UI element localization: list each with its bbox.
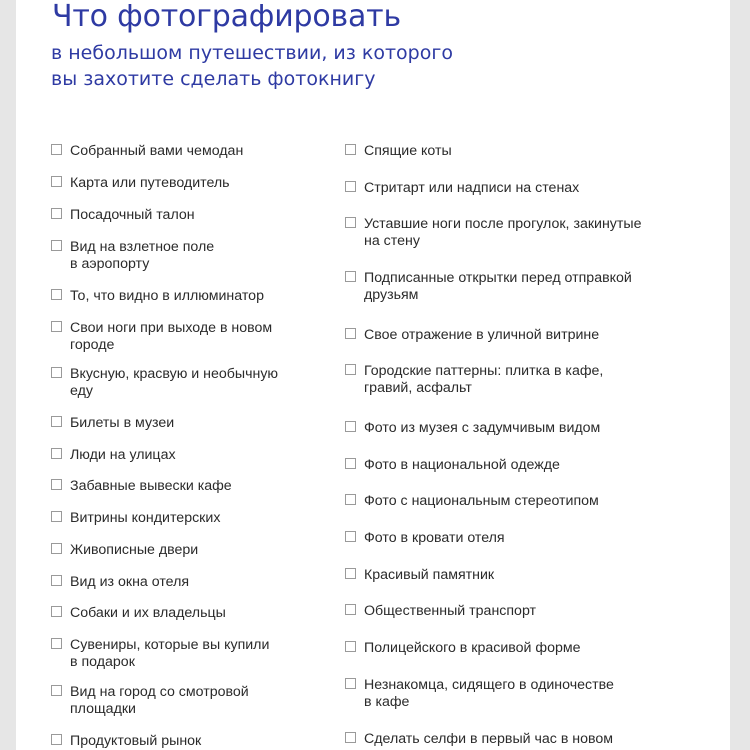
checklist-item[interactable]	[345, 327, 694, 344]
checkbox[interactable]	[51, 240, 62, 251]
checkbox[interactable]	[345, 421, 356, 432]
checklist-item-label: То, что видно в иллюминатор	[70, 288, 264, 304]
checklist-item[interactable]	[51, 510, 310, 527]
checkbox[interactable]	[345, 732, 356, 743]
checklist-item[interactable]	[345, 363, 694, 397]
checklist-item[interactable]	[345, 270, 694, 304]
checklist-item[interactable]	[51, 542, 310, 559]
checklist-item[interactable]	[345, 216, 694, 250]
checkbox[interactable]	[345, 494, 356, 505]
checklist-item[interactable]	[51, 733, 310, 750]
checkbox[interactable]	[51, 734, 62, 745]
checklist-item-label: Продуктовый рынок	[70, 733, 202, 749]
checklist-item-label: Забавные вывески кафе	[70, 478, 232, 494]
checkbox[interactable]	[345, 364, 356, 375]
checklist-item[interactable]	[345, 493, 694, 510]
checkbox[interactable]	[345, 217, 356, 228]
checklist-item-label: Вид на город со смотровой площадки	[70, 684, 249, 717]
checkbox[interactable]	[51, 416, 62, 427]
checklist-item-label: Фото в национальной одежде	[364, 457, 560, 473]
checkbox[interactable]	[51, 321, 62, 332]
checklist-item[interactable]	[51, 415, 310, 432]
checkbox[interactable]	[345, 568, 356, 579]
checklist-item[interactable]	[345, 180, 694, 197]
checklist-item[interactable]	[345, 457, 694, 474]
checklist-item[interactable]	[51, 320, 310, 354]
checkbox[interactable]	[51, 685, 62, 696]
page-title: Что фотографировать	[52, 0, 401, 34]
checkbox[interactable]	[51, 208, 62, 219]
checklist-item[interactable]	[51, 239, 310, 273]
checklist-item[interactable]	[51, 175, 310, 192]
checkbox[interactable]	[51, 448, 62, 459]
checkbox[interactable]	[51, 638, 62, 649]
checklist-item[interactable]	[51, 207, 310, 224]
checklist-item-label: Общественный транспорт	[364, 603, 537, 619]
checklist-item[interactable]	[345, 143, 694, 160]
subtitle-line-2: вы захотите сделать фотокнигу	[51, 68, 376, 90]
subtitle-line-1: в небольшом путешествии, из которого	[51, 42, 453, 64]
checklist-item-label: Стритарт или надписи на стенах	[364, 180, 580, 196]
checklist-item-label: Уставшие ноги после прогулок, закинутые на стену	[364, 216, 642, 249]
checklist-item-label: Свое отражение в уличной витрине	[364, 327, 600, 343]
checklist-item-label: Посадочный талон	[70, 207, 195, 223]
checklist-item-label: Собаки и их владельцы	[70, 605, 226, 621]
checkbox[interactable]	[51, 289, 62, 300]
checklist-item[interactable]	[51, 447, 310, 464]
checklist-page	[16, 0, 730, 750]
checklist-item-label: Сделать селфи в первый час в новом	[364, 731, 614, 747]
checkbox[interactable]	[51, 575, 62, 586]
checklist-item[interactable]	[345, 420, 694, 437]
checkbox[interactable]	[51, 606, 62, 617]
checklist-item-label: Живописные двери	[70, 542, 199, 558]
checkbox[interactable]	[345, 458, 356, 469]
checklist-item[interactable]	[345, 567, 694, 584]
checklist-item-label: Городские паттерны: плитка в кафе, гравий, асфальт	[364, 363, 604, 396]
checklist-item-label: Сувениры, которые вы купили в подарок	[70, 637, 270, 670]
checklist-item-label: Полицейского в красивой форме	[364, 640, 581, 656]
checklist-item-label: Красивый памятник	[364, 567, 495, 583]
checklist-item[interactable]	[51, 143, 310, 160]
checklist-item[interactable]	[345, 530, 694, 547]
checklist-item-label: Вид из окна отеля	[70, 574, 190, 590]
checkbox[interactable]	[345, 328, 356, 339]
checkbox[interactable]	[51, 511, 62, 522]
checkbox[interactable]	[345, 271, 356, 282]
checklist-item[interactable]	[51, 288, 310, 305]
checklist-item[interactable]	[345, 677, 694, 711]
checkbox[interactable]	[51, 144, 62, 155]
checklist-item[interactable]	[51, 684, 310, 718]
checklist-item-label: Билеты в музеи	[70, 415, 175, 431]
checkbox[interactable]	[51, 479, 62, 490]
checklist-item[interactable]	[51, 366, 310, 400]
checkbox[interactable]	[345, 678, 356, 689]
checklist-item-label: Вкусную, красвую и необычную еду	[70, 366, 279, 399]
checkbox[interactable]	[345, 144, 356, 155]
checklist-item-label: Незнакомца, сидящего в одиночестве в кафе	[364, 677, 614, 710]
checkbox[interactable]	[345, 641, 356, 652]
checklist-item-label: Фото в кровати отеля	[364, 530, 505, 546]
checklist-item-label: Свои ноги при выходе в новом городе	[70, 320, 273, 353]
checklist-item-label: Подписанные открытки перед отправкой друзьям	[364, 270, 632, 303]
checkbox[interactable]	[345, 181, 356, 192]
checklist-item[interactable]	[345, 640, 694, 657]
checkbox[interactable]	[51, 367, 62, 378]
checklist-item-label: Собранный вами чемодан	[70, 143, 244, 159]
checklist-item-label: Вид на взлетное поле в аэропорту	[70, 239, 215, 272]
checklist-item[interactable]	[51, 605, 310, 622]
checklist-item[interactable]	[345, 603, 694, 620]
checkbox[interactable]	[345, 531, 356, 542]
checklist-item-label: Фото из музея с задумчивым видом	[364, 420, 601, 436]
checklist-item-label: Спящие коты	[364, 143, 452, 159]
checklist-item[interactable]	[345, 731, 694, 748]
checklist-item-label: Карта или путеводитель	[70, 175, 230, 191]
checklist-item[interactable]	[51, 637, 310, 671]
checkbox[interactable]	[51, 543, 62, 554]
checklist-item-label: Фото с национальным стереотипом	[364, 493, 599, 509]
checklist-item[interactable]	[51, 478, 310, 495]
checkbox[interactable]	[345, 604, 356, 615]
checklist-item-label: Витрины кондитерских	[70, 510, 221, 526]
page-subtitle	[51, 40, 453, 92]
checklist-item-label: Люди на улицах	[70, 447, 176, 463]
checklist-item[interactable]	[51, 574, 310, 591]
checkbox[interactable]	[51, 176, 62, 187]
